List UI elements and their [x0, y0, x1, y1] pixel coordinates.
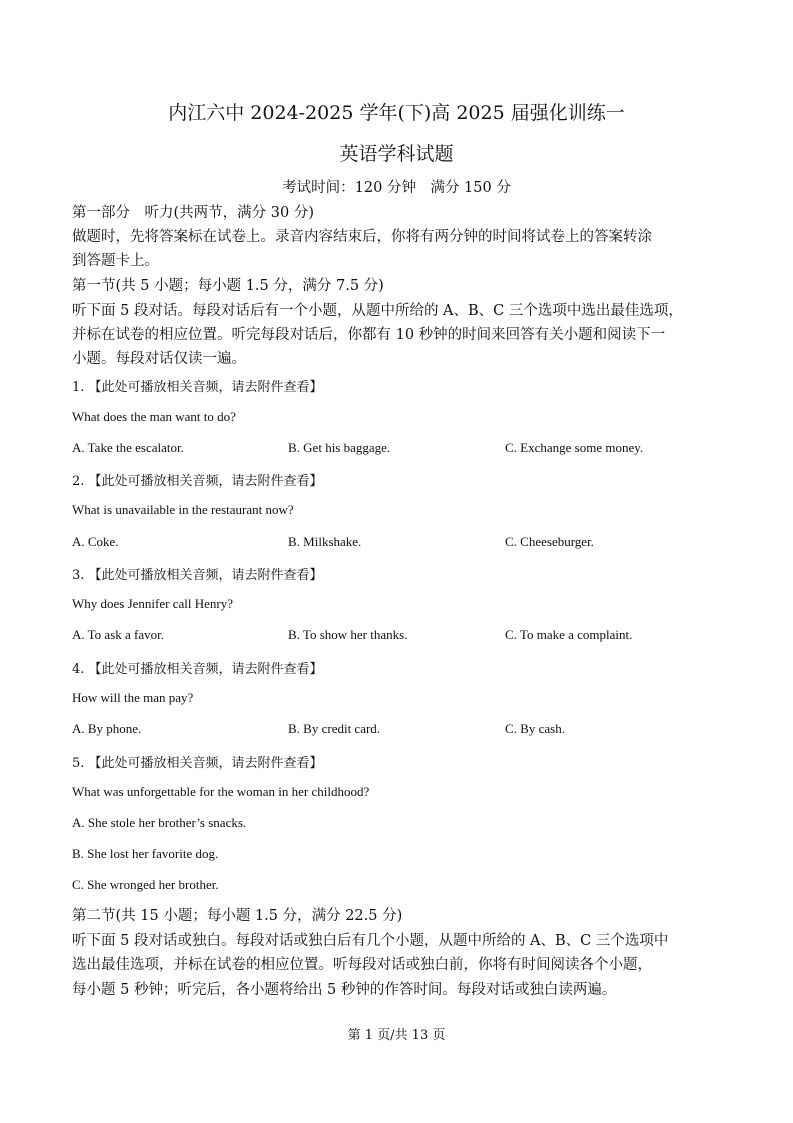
- question-number: 4.: [72, 662, 85, 677]
- section2-instruction-line2: 选出最佳选项，并标在试卷的相应位置。听每段对话或独白前，你将有时间阅读各个小题，: [72, 957, 652, 973]
- question-3-option-c: C. To make a complaint.: [505, 627, 633, 642]
- audio-link[interactable]: 【此处可播放相关音频，请去附件查看】: [88, 756, 323, 771]
- page-number: 第 1 页/共 13 页: [347, 1028, 446, 1043]
- section2-instruction-line3: 每小题 5 秒钟；听完后，各小题将给出 5 秒钟的作答时间。每段对话或独白读两遍。: [72, 982, 617, 998]
- question-1-option-b: B. Get his baggage.: [288, 440, 391, 455]
- question-2-option-a: A. Coke.: [72, 534, 119, 549]
- question-2-audio[interactable]: [72, 470, 323, 489]
- exam-info: 考试时间：120 分钟 满分 150 分: [282, 180, 511, 196]
- question-2-option-b: B. Milkshake.: [288, 534, 362, 549]
- question-3-audio[interactable]: [72, 564, 323, 583]
- question-number: 3.: [72, 568, 85, 583]
- question-4-option-c: C. By cash.: [505, 721, 565, 736]
- part1-instruction-line1: 做题时，先将答案标在试卷上。录音内容结束后，你将有两分钟的时间将试卷上的答案转涂: [72, 229, 652, 245]
- question-5-audio[interactable]: [72, 752, 323, 771]
- question-number: 2.: [72, 474, 85, 489]
- question-3-text: Why does Jennifer call Henry?: [72, 596, 233, 611]
- question-4-audio[interactable]: [72, 658, 323, 677]
- question-5-option-a: A. She stole her brother’s snacks.: [72, 815, 247, 830]
- question-5-option-b: B. She lost her favorite dog.: [72, 846, 219, 861]
- question-number: 1.: [72, 380, 85, 395]
- section2-instruction-line1: 听下面 5 段对话或独白。每段对话或独白后有几个小题，从题中所给的 A、B、C 三个选项中: [72, 933, 669, 949]
- question-4-text: How will the man pay?: [72, 690, 194, 705]
- subject-title: 英语学科试题: [339, 143, 454, 165]
- section1-instruction-line1: 听下面 5 段对话。每段对话后有一个小题，从题中所给的 A、B、C 三个选项中选出最佳选项，: [72, 303, 683, 319]
- question-2-text: What is unavailable in the restaurant now?: [72, 502, 294, 517]
- part1-heading: 第一部分 听力(共两节，满分 30 分): [72, 205, 314, 221]
- question-1-audio[interactable]: [72, 376, 323, 395]
- question-1-option-a: A. Take the escalator.: [72, 440, 184, 455]
- section1-instruction-line2: 并标在试卷的相应位置。听完每段对话后，你都有 10 秒钟的时间来回答有关小题和阅读下一: [72, 327, 666, 343]
- audio-link[interactable]: 【此处可播放相关音频，请去附件查看】: [88, 662, 323, 677]
- question-2-option-c: C. Cheeseburger.: [505, 534, 594, 549]
- section1-instruction-line3: 小题。每段对话仅读一遍。: [72, 351, 246, 367]
- document-title: 内江六中 2024-2025 学年(下)高 2025 届强化训练一: [168, 102, 625, 124]
- question-3-option-b: B. To show her thanks.: [288, 627, 408, 642]
- question-4-option-b: B. By credit card.: [288, 721, 381, 736]
- audio-link[interactable]: 【此处可播放相关音频，请去附件查看】: [88, 380, 323, 395]
- question-number: 5.: [72, 756, 85, 771]
- question-3-option-a: A. To ask a favor.: [72, 627, 164, 642]
- question-5-option-c: C. She wronged her brother.: [72, 877, 219, 892]
- question-1-text: What does the man want to do?: [72, 409, 236, 424]
- question-1-option-c: C. Exchange some money.: [505, 440, 644, 455]
- part1-instruction-line2: 到答题卡上。: [72, 253, 159, 269]
- section1-heading: 第一节(共 5 小题；每小题 1.5 分，满分 7.5 分): [72, 278, 384, 294]
- section2-heading: 第二节(共 15 小题；每小题 1.5 分，满分 22.5 分): [72, 908, 403, 924]
- audio-link[interactable]: 【此处可播放相关音频，请去附件查看】: [88, 474, 323, 489]
- question-4-option-a: A. By phone.: [72, 721, 142, 736]
- question-5-text: What was unforgettable for the woman in her childhood?: [72, 784, 370, 799]
- audio-link[interactable]: 【此处可播放相关音频，请去附件查看】: [88, 568, 323, 583]
